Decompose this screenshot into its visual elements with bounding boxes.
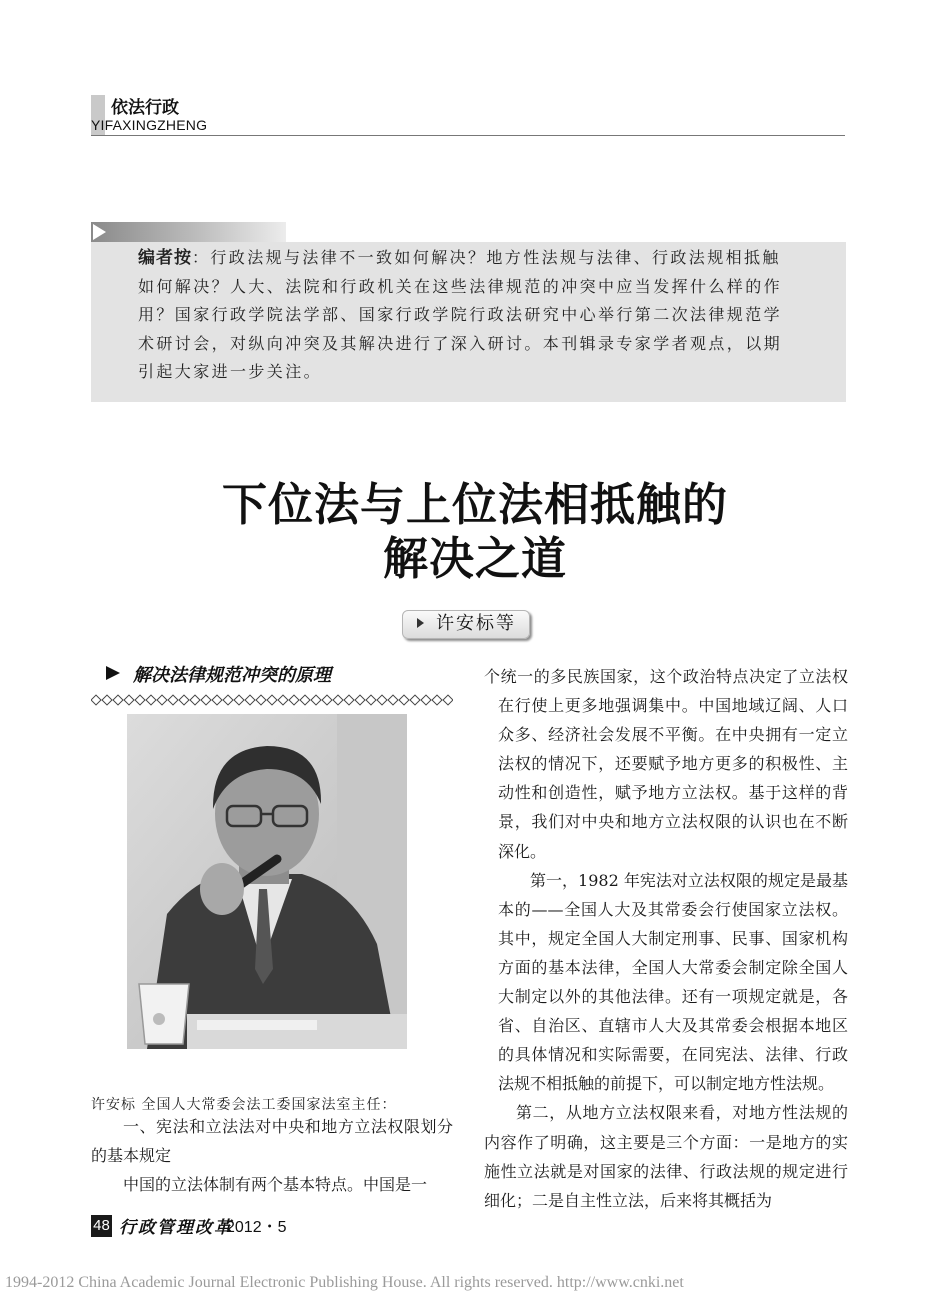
speaker-portrait-image	[127, 714, 407, 1049]
speaker-photo	[127, 714, 407, 1049]
author-name: 许安标等	[436, 613, 516, 634]
diamond-icon	[211, 694, 222, 705]
diamond-icon	[123, 694, 134, 705]
section-heading: 解决法律规范冲突的原理	[133, 665, 331, 686]
article-title-line1: 下位法与上位法相抵触的	[221, 478, 728, 531]
diamond-icon	[156, 694, 167, 705]
diamond-icon	[91, 694, 102, 705]
issue-number: 2012・5	[226, 1219, 287, 1236]
right-paragraph-3: 第二，从地方立法权限来看，对地方性法规的内容作了明确，这主要是三个方面：一是地方的实施性立法就是对国家的法律、行政法规的规定进行细化；二是自主性立法，后来将其概括为	[484, 1103, 848, 1210]
right-column-text	[484, 662, 848, 1215]
subheading: 一、宪法和立法法对中央和地方立法权限划分的基本规定	[91, 1117, 453, 1165]
right-paragraph-1: 个统一的多民族国家，这个政治特点决定了立法权在行使上更多地强调集中。中国地域辽阔、人口众多、经济社会发展不平衡。在中央拥有一定立法权的情况下，还要赋予地方更多的积极性、主动性和创造性，赋予地方立法权。基于这样的背景，我们对中央和地方立法权限的认识也在不断深化。	[484, 667, 848, 861]
journal-name: 行政管理改革	[119, 1218, 233, 1238]
header-divider	[91, 135, 845, 136]
section-title: 依法行政	[111, 98, 179, 118]
diamond-icon	[233, 694, 244, 705]
diamond-icon	[431, 694, 442, 705]
diamond-icon	[365, 694, 376, 705]
diamond-icon	[299, 694, 310, 705]
right-paragraph-2: 第一，1982 年宪法对立法权限的规定是最基本的——全国人大及其常委会行使国家立法权。其中，规定全国人大制定刑事、民事、国家机构方面的基本法律，全国人大常委会制定除全国人大制定以外的其他法律。还有一项规定就是，各省、自治区、直辖市人大及其常委会根据本地区的具体情况和实际需要，在同宪法、法律、行政法规不相抵触的前提下，可以制定地方性法规。	[498, 870, 848, 1094]
diamond-icon	[145, 694, 156, 705]
diamond-icon	[310, 694, 321, 705]
diamond-icon	[134, 694, 145, 705]
diamond-icon	[409, 694, 420, 705]
diamond-icon	[189, 694, 200, 705]
diamond-icon	[376, 694, 387, 705]
photo-caption: 许安标 全国人大常委会法工委国家法室主任：	[91, 1097, 397, 1113]
play-arrow-icon	[93, 224, 106, 240]
diamond-icon	[398, 694, 409, 705]
triangle-right-icon	[417, 618, 424, 628]
diamond-icon	[277, 694, 288, 705]
left-column-text	[91, 1112, 453, 1199]
editor-note-body: ：行政法规与法律不一致如何解决？地方性法规与法律、行政法规相抵触如何解决？人大、法院和行政机关在这些法律规范的冲突中应当发挥什么样的作用？国家行政学院法学部、国家行政学院行政法研究中心举行第二次法律规范学术研讨会，对纵向冲突及其解决进行了深入研讨。本刊辑录专家学者观点，以期引起大家进一步关注。	[138, 248, 783, 381]
editor-note-lead: 编者按	[138, 248, 192, 268]
diamond-icon	[288, 694, 299, 705]
article-title-line2: 解决之道	[382, 532, 567, 585]
diamond-icon	[343, 694, 354, 705]
article-title	[0, 478, 950, 586]
diamond-icon	[200, 694, 211, 705]
left-paragraph: 中国的立法体制有两个基本特点。中国是一	[123, 1175, 428, 1194]
diamond-icon	[442, 694, 453, 705]
editor-note-text	[138, 244, 798, 387]
diamond-icon	[387, 694, 398, 705]
diamond-icon	[178, 694, 189, 705]
section-arrow-icon	[106, 666, 120, 680]
diamond-icon	[420, 694, 431, 705]
diamond-icon	[255, 694, 266, 705]
diamond-icon	[222, 694, 233, 705]
diamond-icon	[266, 694, 277, 705]
diamond-icon	[244, 694, 255, 705]
copyright-watermark: 1994-2012 China Academic Journal Electronic Publishing House. All rights reserved. http://www.cnki.net	[5, 1274, 684, 1291]
diamond-icon	[354, 694, 365, 705]
diamond-icon	[332, 694, 343, 705]
diamond-icon	[112, 694, 123, 705]
diamond-icon	[321, 694, 332, 705]
diamond-icon	[167, 694, 178, 705]
section-pinyin: YIFAXINGZHENG	[91, 117, 208, 133]
diamond-divider	[91, 693, 453, 707]
page-number: 48	[91, 1215, 112, 1237]
diamond-icon	[101, 694, 112, 705]
editor-note-tab	[91, 222, 286, 242]
